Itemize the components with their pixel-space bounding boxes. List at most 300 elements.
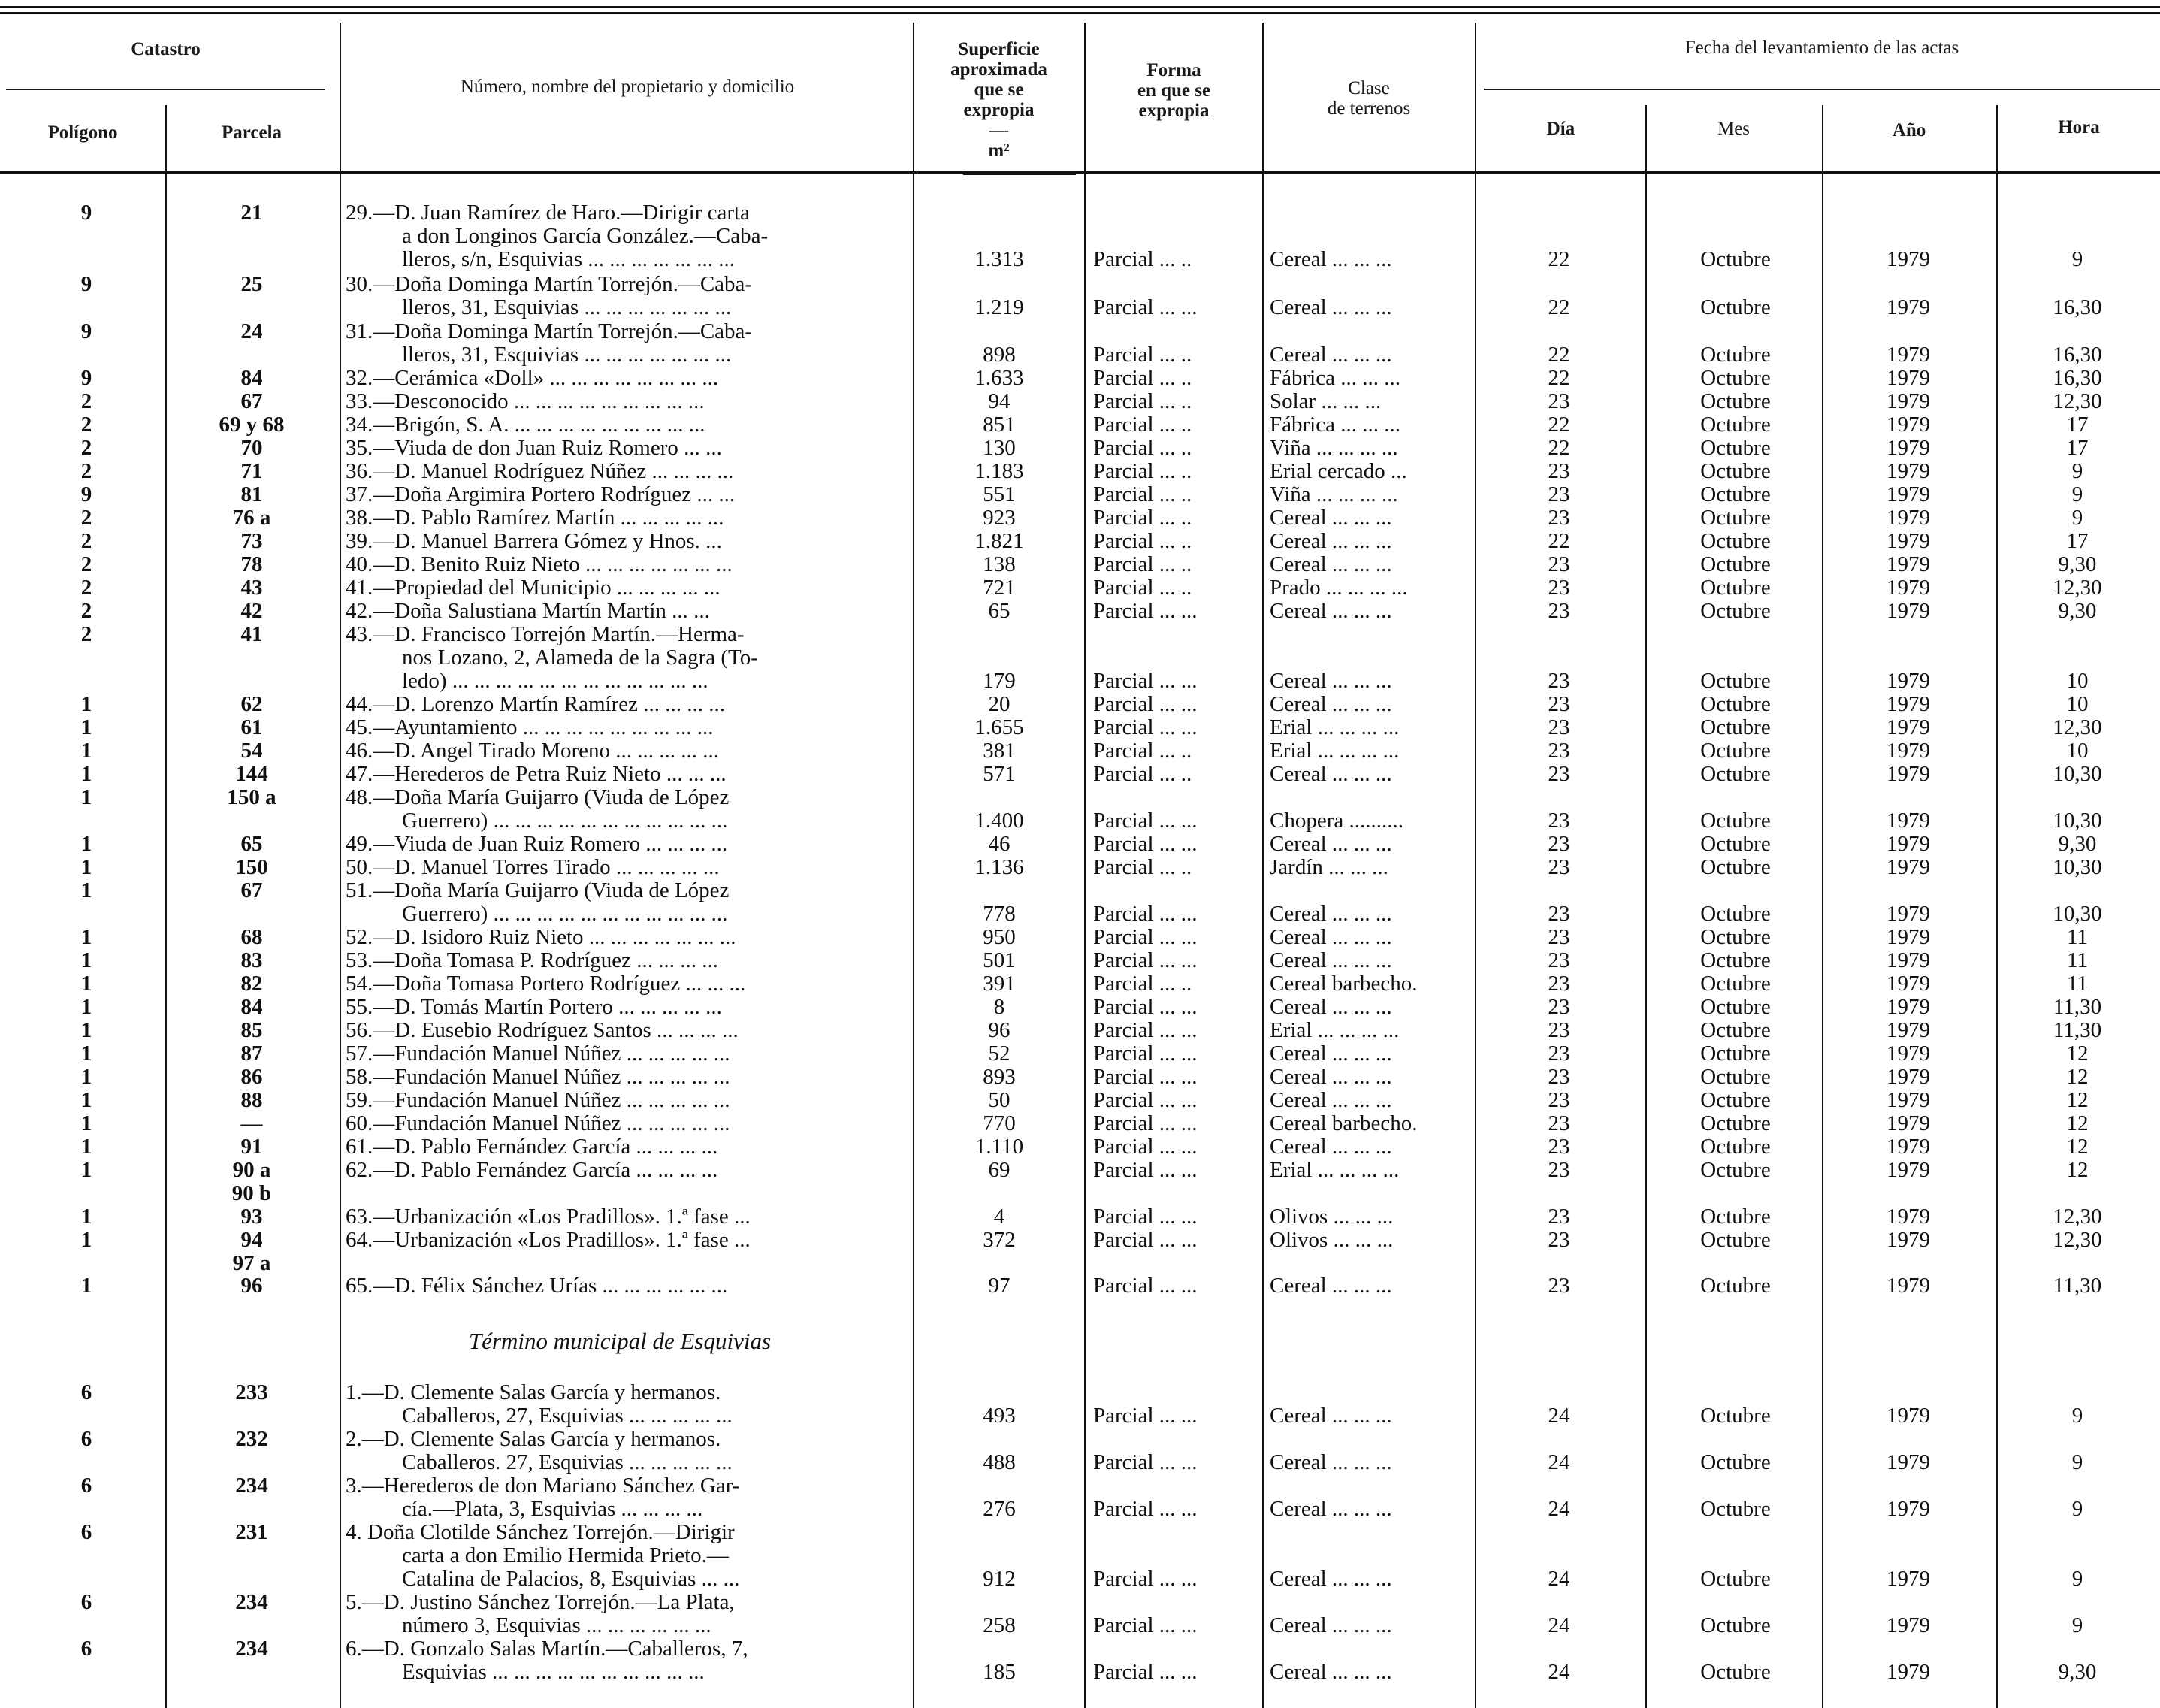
ano-cell: 1979 — [1887, 1205, 1930, 1229]
ano-cell: 1979 — [1887, 1089, 1930, 1112]
forma-cell: Parcial ... ... — [1093, 1205, 1198, 1229]
poligono-cell: 1 — [80, 1205, 92, 1229]
poligono-cell: 1 — [80, 1274, 92, 1298]
dia-cell: 24 — [1548, 1498, 1570, 1521]
table-row — [0, 1159, 2160, 1182]
parcela-cell: 150 a — [227, 786, 276, 809]
parcela-cell: 93 — [240, 1205, 263, 1229]
ano-cell: 1979 — [1887, 1042, 1930, 1066]
table-row — [0, 1182, 2160, 1205]
propietario-cell — [346, 483, 894, 506]
dia-cell: 23 — [1548, 1089, 1570, 1112]
parcela-cell: 25 — [240, 273, 263, 296]
forma-cell: Parcial ... ... — [1093, 1567, 1198, 1591]
dia-cell: 22 — [1548, 296, 1570, 319]
poligono-cell: 1 — [80, 716, 92, 739]
clase-cell: Cereal ... ... ... — [1270, 996, 1392, 1019]
table-row — [0, 1042, 2160, 1066]
propietario-line: 31.—Doña Dominga Martín Torrejón.—Caba- — [346, 320, 753, 343]
superficie-cell: 1.183 — [974, 460, 1024, 483]
table-row — [0, 483, 2160, 506]
hora-cell: 11,30 — [2053, 1019, 2102, 1042]
clase-cell: Cereal ... ... ... — [1270, 763, 1392, 786]
forma-cell: Parcial ... ... — [1093, 996, 1198, 1019]
table-row — [0, 1428, 2160, 1474]
mes-cell: Octubre — [1700, 343, 1771, 367]
forma-cell: Parcial ... .. — [1093, 530, 1192, 553]
dia-cell: 23 — [1548, 553, 1570, 576]
clase-cell: Cereal ... ... ... — [1270, 1661, 1392, 1684]
clase-cell: Cereal ... ... ... — [1270, 1066, 1392, 1089]
clase-cell: Fábrica ... ... ... — [1270, 367, 1400, 390]
superficie-cell: 893 — [983, 1066, 1016, 1089]
poligono-cell: 9 — [80, 483, 92, 506]
mes-cell: Octubre — [1700, 1019, 1771, 1042]
propietario-line: 36.—D. Manuel Rodríguez Núñez ... ... ... ... — [346, 460, 734, 483]
parcela-cell: 67 — [240, 879, 263, 902]
clase-cell: Cereal ... ... ... — [1270, 1089, 1392, 1112]
propietario-cell — [346, 1135, 894, 1159]
table-row — [0, 1474, 2160, 1521]
poligono-cell: 2 — [80, 506, 92, 530]
propietario-cell — [346, 1591, 894, 1637]
superficie-cell: 94 — [988, 390, 1011, 413]
hora-cell: 9 — [2071, 506, 2083, 530]
mes-cell: Octubre — [1700, 1567, 1771, 1591]
forma-cell: Parcial ... .. — [1093, 343, 1192, 367]
superficie-cell: 950 — [983, 926, 1016, 949]
hora-cell: 12,30 — [2053, 716, 2102, 739]
propietario-line: 53.—Doña Tomasa P. Rodríguez ... ... ... ... — [346, 949, 719, 972]
clase-cell: Jardín ... ... ... — [1270, 856, 1388, 879]
propietario-line: Caballeros. 27, Esquivias ... ... ... ... ... — [402, 1451, 733, 1474]
parcela-cell: 90 b — [231, 1182, 272, 1205]
mes-cell: Octubre — [1700, 248, 1771, 271]
mes-cell: Octubre — [1700, 1614, 1771, 1637]
ano-cell: 1979 — [1887, 1498, 1930, 1521]
mes-cell: Octubre — [1700, 716, 1771, 739]
mes-cell: Octubre — [1700, 833, 1771, 856]
superficie-cell: 138 — [983, 553, 1016, 576]
ano-cell: 1979 — [1887, 343, 1930, 367]
poligono-cell: 1 — [80, 1135, 92, 1159]
propietario-line: 49.—Viuda de Juan Ruiz Romero ... ... ... ... — [346, 833, 728, 856]
table-row — [0, 879, 2160, 926]
parcela-cell: 90 a — [232, 1159, 271, 1182]
forma-cell: Parcial ... .. — [1093, 413, 1192, 437]
hora-cell: 10 — [2066, 670, 2089, 693]
mes-cell: Octubre — [1700, 926, 1771, 949]
clase-cell: Cereal ... ... ... — [1270, 1498, 1392, 1521]
superficie-cell: 770 — [983, 1112, 1016, 1135]
poligono-cell: 1 — [80, 1042, 92, 1066]
superficie-cell: 69 — [988, 1159, 1011, 1182]
poligono-cell: 1 — [80, 949, 92, 972]
poligono-cell: 2 — [80, 390, 92, 413]
forma-cell: Parcial ... ... — [1093, 670, 1198, 693]
propietario-line: 43.—D. Francisco Torrejón Martín.—Herma- — [346, 623, 745, 646]
superficie-cell: 923 — [983, 506, 1016, 530]
hora-cell: 10,30 — [2053, 763, 2102, 786]
dia-cell: 23 — [1548, 576, 1570, 600]
clase-cell: Cereal barbecho. — [1270, 1112, 1418, 1135]
dia-cell: 23 — [1548, 716, 1570, 739]
superficie-cell: 185 — [983, 1661, 1016, 1684]
mes-cell: Octubre — [1700, 763, 1771, 786]
header-bottom-rule — [0, 171, 2160, 174]
hora-cell: 12,30 — [2053, 390, 2102, 413]
parcela-cell: 82 — [240, 972, 263, 996]
ano-cell: 1979 — [1887, 833, 1930, 856]
parcela-cell: 86 — [240, 1066, 263, 1089]
clase-cell: Erial ... ... ... ... — [1270, 1019, 1400, 1042]
ano-cell: 1979 — [1887, 553, 1930, 576]
poligono-cell: 1 — [80, 1229, 92, 1252]
clase-cell: Cereal ... ... ... — [1270, 248, 1392, 271]
forma-cell: Parcial ... ... — [1093, 1042, 1198, 1066]
superficie-cell: 97 — [988, 1274, 1011, 1298]
poligono-cell: 1 — [80, 1019, 92, 1042]
propietario-cell — [346, 1428, 894, 1474]
forma-cell: Parcial ... ... — [1093, 1019, 1198, 1042]
table-row — [0, 600, 2160, 623]
table-row — [0, 1112, 2160, 1135]
propietario-line: 30.—Doña Dominga Martín Torrejón.—Caba- — [346, 273, 753, 296]
forma-cell: Parcial ... ... — [1093, 809, 1198, 833]
poligono-cell: 6 — [80, 1521, 92, 1544]
clase-cell: Cereal ... ... ... — [1270, 1614, 1392, 1637]
ano-cell: 1979 — [1887, 856, 1930, 879]
clase-cell: Cereal ... ... ... — [1270, 670, 1392, 693]
hora-cell: 12 — [2066, 1112, 2089, 1135]
propietario-cell — [346, 1521, 894, 1591]
propietario-line: 42.—Doña Salustiana Martín Martín ... ... — [346, 600, 710, 623]
dia-cell: 23 — [1548, 693, 1570, 716]
mes-cell: Octubre — [1700, 1089, 1771, 1112]
dia-cell: 23 — [1548, 972, 1570, 996]
parcela-cell: 150 — [235, 856, 268, 879]
parcela-cell: 24 — [240, 320, 263, 343]
poligono-cell: 1 — [80, 693, 92, 716]
ano-cell: 1979 — [1887, 1135, 1930, 1159]
poligono-cell: 2 — [80, 623, 92, 646]
hora-cell: 9 — [2071, 460, 2083, 483]
propietario-line: Esquivias ... ... ... ... ... ... ... ... ... ... — [402, 1661, 705, 1684]
poligono-cell: 2 — [80, 576, 92, 600]
table-row — [0, 996, 2160, 1019]
table-row — [0, 460, 2160, 483]
ano-cell: 1979 — [1887, 1066, 1930, 1089]
propietario-cell — [346, 506, 894, 530]
hora-cell: 17 — [2066, 437, 2089, 460]
ano-cell: 1979 — [1887, 739, 1930, 763]
clase-cell: Cereal ... ... ... — [1270, 506, 1392, 530]
ano-cell: 1979 — [1887, 763, 1930, 786]
parcela-cell: 78 — [240, 553, 263, 576]
ano-cell: 1979 — [1887, 809, 1930, 833]
forma-cell: Parcial ... ... — [1093, 1404, 1198, 1428]
ano-cell: 1979 — [1887, 530, 1930, 553]
mes-cell: Octubre — [1700, 1159, 1771, 1182]
forma-cell: Parcial ... .. — [1093, 763, 1192, 786]
propietario-line: 54.—Doña Tomasa Portero Rodríguez ... ... ... — [346, 972, 746, 996]
propietario-cell — [346, 1381, 894, 1428]
dia-cell: 23 — [1548, 1042, 1570, 1066]
ano-cell: 1979 — [1887, 1274, 1930, 1298]
clase-cell: Prado ... ... ... ... — [1270, 576, 1408, 600]
parcela-cell: 69 y 68 — [219, 413, 285, 437]
mes-cell: Octubre — [1700, 809, 1771, 833]
hora-cell: 11 — [2067, 926, 2088, 949]
mes-cell: Octubre — [1700, 506, 1771, 530]
header-poligono: Polígono — [47, 122, 118, 143]
poligono-cell: 1 — [80, 996, 92, 1019]
poligono-cell: 2 — [80, 530, 92, 553]
dia-cell: 23 — [1548, 1205, 1570, 1229]
forma-cell: Parcial ... .. — [1093, 390, 1192, 413]
propietario-cell — [346, 1474, 894, 1521]
ano-cell: 1979 — [1887, 972, 1930, 996]
ano-cell: 1979 — [1887, 1567, 1930, 1591]
poligono-cell: 9 — [80, 320, 92, 343]
ano-cell: 1979 — [1887, 460, 1930, 483]
parcela-cell: 71 — [240, 460, 263, 483]
poligono-cell: 6 — [80, 1428, 92, 1451]
catastro-rule — [6, 89, 325, 90]
dia-cell: 22 — [1548, 437, 1570, 460]
mes-cell: Octubre — [1700, 413, 1771, 437]
dia-cell: 22 — [1548, 343, 1570, 367]
hora-cell: 11,30 — [2053, 1274, 2102, 1298]
ano-cell: 1979 — [1887, 1112, 1930, 1135]
clase-cell: Cereal ... ... ... — [1270, 600, 1392, 623]
dia-cell: 23 — [1548, 926, 1570, 949]
hora-cell: 11 — [2067, 972, 2088, 996]
dia-cell: 23 — [1548, 809, 1570, 833]
clase-cell: Cereal ... ... ... — [1270, 1135, 1392, 1159]
table-row — [0, 273, 2160, 319]
forma-cell: Parcial ... .. — [1093, 506, 1192, 530]
forma-cell: Parcial ... .. — [1093, 460, 1192, 483]
forma-cell: Parcial ... .. — [1093, 367, 1192, 390]
poligono-cell: 1 — [80, 763, 92, 786]
ano-cell: 1979 — [1887, 926, 1930, 949]
table-row — [0, 390, 2160, 413]
forma-cell: Parcial ... ... — [1093, 600, 1198, 623]
propietario-line: nos Lozano, 2, Alameda de la Sagra (To- — [402, 646, 758, 670]
forma-cell: Parcial ... ... — [1093, 1112, 1198, 1135]
poligono-cell: 6 — [80, 1591, 92, 1614]
forma-cell: Parcial ... ... — [1093, 1451, 1198, 1474]
table-row — [0, 786, 2160, 833]
forma-cell: Parcial ... .. — [1093, 856, 1192, 879]
superficie-cell: 501 — [983, 949, 1016, 972]
parcela-cell: 73 — [240, 530, 263, 553]
propietario-cell — [346, 460, 894, 483]
clase-cell: Cereal ... ... ... — [1270, 833, 1392, 856]
forma-cell: Parcial ... ... — [1093, 1066, 1198, 1089]
dia-cell: 23 — [1548, 1019, 1570, 1042]
clase-cell: Solar ... ... ... — [1270, 390, 1382, 413]
dia-cell: 23 — [1548, 483, 1570, 506]
hora-cell: 9,30 — [2058, 600, 2097, 623]
clase-cell: Cereal ... ... ... — [1270, 1451, 1392, 1474]
propietario-cell — [346, 1089, 894, 1112]
clase-cell: Erial cercado ... — [1270, 460, 1407, 483]
parcela-cell: 61 — [240, 716, 263, 739]
forma-cell: Parcial ... .. — [1093, 483, 1192, 506]
propietario-line: 45.—Ayuntamiento ... ... ... ... ... ... ... ... ... — [346, 716, 714, 739]
forma-cell: Parcial ... .. — [1093, 972, 1192, 996]
mes-cell: Octubre — [1700, 670, 1771, 693]
superficie-cell: 96 — [988, 1019, 1011, 1042]
fecha-rule — [1484, 89, 2160, 90]
propietario-cell — [346, 1066, 894, 1089]
superficie-cell: 46 — [988, 833, 1011, 856]
poligono-cell: 9 — [80, 367, 92, 390]
hora-cell: 9 — [2071, 248, 2083, 271]
ano-cell: 1979 — [1887, 716, 1930, 739]
hora-cell: 9,30 — [2058, 553, 2097, 576]
dia-cell: 22 — [1548, 530, 1570, 553]
hora-cell: 9 — [2071, 1614, 2083, 1637]
superficie-cell: 258 — [983, 1614, 1016, 1637]
propietario-cell — [346, 320, 894, 367]
forma-cell: Parcial ... .. — [1093, 553, 1192, 576]
superficie-cell: 276 — [983, 1498, 1016, 1521]
superficie-cell: 391 — [983, 972, 1016, 996]
dia-cell: 23 — [1548, 1229, 1570, 1252]
dia-cell: 22 — [1548, 413, 1570, 437]
propietario-line: 3.—Herederos de don Mariano Sánchez Gar- — [346, 1474, 740, 1498]
clase-cell: Olivos ... ... ... — [1270, 1205, 1394, 1229]
poligono-cell: 1 — [80, 926, 92, 949]
table-row — [0, 1089, 2160, 1112]
propietario-cell — [346, 1637, 894, 1684]
hora-cell: 12 — [2066, 1135, 2089, 1159]
forma-cell: Parcial ... ... — [1093, 902, 1198, 926]
parcela-cell: 85 — [240, 1019, 263, 1042]
forma-cell: Parcial ... ... — [1093, 296, 1198, 319]
propietario-line: 44.—D. Lorenzo Martín Ramírez ... ... ... ... — [346, 693, 725, 716]
propietario-line: 4. Doña Clotilde Sánchez Torrejón.—Dirigir — [346, 1521, 735, 1544]
parcela-cell: 232 — [235, 1428, 268, 1451]
propietario-line: 51.—Doña María Guijarro (Viuda de López — [346, 879, 730, 902]
hora-cell: 12 — [2066, 1042, 2089, 1066]
hora-cell: 16,30 — [2053, 367, 2102, 390]
superficie-cell: 52 — [988, 1042, 1011, 1066]
ano-cell: 1979 — [1887, 413, 1930, 437]
propietario-cell — [346, 1019, 894, 1042]
table-row — [0, 1381, 2160, 1428]
propietario-line: cía.—Plata, 3, Esquivias ... ... ... ... — [402, 1498, 703, 1521]
clase-cell: Cereal ... ... ... — [1270, 1567, 1392, 1591]
forma-cell: Parcial ... ... — [1093, 1274, 1198, 1298]
forma-cell: Parcial ... ... — [1093, 716, 1198, 739]
dia-cell: 22 — [1548, 367, 1570, 390]
poligono-cell: 2 — [80, 413, 92, 437]
superficie-cell: 8 — [993, 996, 1005, 1019]
propietario-line: 63.—Urbanización «Los Pradillos». 1.ª fase ... — [346, 1205, 751, 1229]
table-row — [0, 623, 2160, 693]
superficie-cell: 1.633 — [974, 367, 1024, 390]
poligono-cell: 9 — [80, 201, 92, 225]
dia-cell: 23 — [1548, 739, 1570, 763]
superficie-cell: 778 — [983, 902, 1016, 926]
header-propietario: Número, nombre del propietario y domicilio — [460, 77, 795, 97]
table-row — [0, 530, 2160, 553]
parcela-cell: 21 — [240, 201, 263, 225]
clase-cell: Cereal ... ... ... — [1270, 926, 1392, 949]
ano-cell: 1979 — [1887, 1661, 1930, 1684]
propietario-line: 46.—D. Angel Tirado Moreno ... ... ... ... ... — [346, 739, 720, 763]
ano-cell: 1979 — [1887, 296, 1930, 319]
ano-cell: 1979 — [1887, 437, 1930, 460]
clase-cell: Fábrica ... ... ... — [1270, 413, 1400, 437]
hora-cell: 10 — [2066, 739, 2089, 763]
parcela-cell: 62 — [240, 693, 263, 716]
hora-cell: 12,30 — [2053, 1229, 2102, 1252]
dia-cell: 23 — [1548, 902, 1570, 926]
poligono-cell: 2 — [80, 460, 92, 483]
mes-cell: Octubre — [1700, 949, 1771, 972]
parcela-cell: 144 — [235, 763, 268, 786]
parcela-cell: 96 — [240, 1274, 263, 1298]
poligono-cell: 6 — [80, 1637, 92, 1661]
propietario-line: carta a don Emilio Hermida Prieto.— — [402, 1544, 729, 1567]
header-fecha: Fecha del levantamiento de las actas — [1684, 38, 1959, 58]
top-rule-thin — [0, 12, 2160, 14]
hora-cell: 12 — [2066, 1089, 2089, 1112]
table-row — [0, 1521, 2160, 1591]
ano-cell: 1979 — [1887, 1229, 1930, 1252]
poligono-cell: 1 — [80, 739, 92, 763]
propietario-line: 47.—Herederos de Petra Ruiz Nieto ... ... ... — [346, 763, 727, 786]
forma-cell: Parcial ... ... — [1093, 1498, 1198, 1521]
propietario-cell — [346, 739, 894, 763]
table-row — [0, 926, 2160, 949]
forma-cell: Parcial ... .. — [1093, 437, 1192, 460]
hora-cell: 9 — [2071, 483, 2083, 506]
clase-cell: Viña ... ... ... ... — [1270, 437, 1398, 460]
poligono-cell: 6 — [80, 1381, 92, 1404]
propietario-line: lleros, 31, Esquivias ... ... ... ... ... ... ... — [402, 343, 732, 367]
poligono-cell: 2 — [80, 600, 92, 623]
parcela-cell: 234 — [235, 1637, 268, 1661]
propietario-cell — [346, 786, 894, 833]
forma-cell: Parcial ... .. — [1093, 576, 1192, 600]
propietario-line: 62.—D. Pablo Fernández García ... ... ... ... — [346, 1159, 718, 1182]
dia-cell: 23 — [1548, 506, 1570, 530]
parcela-cell: 84 — [240, 367, 263, 390]
superficie-cell: 372 — [983, 1229, 1016, 1252]
superficie-cell: 1.400 — [974, 809, 1024, 833]
ano-cell: 1979 — [1887, 506, 1930, 530]
forma-cell: Parcial ... ... — [1093, 1135, 1198, 1159]
propietario-line: 55.—D. Tomás Martín Portero ... ... ... ... ... — [346, 996, 722, 1019]
superficie-cell: 488 — [983, 1451, 1016, 1474]
parcela-cell: 234 — [235, 1591, 268, 1614]
dia-cell: 22 — [1548, 248, 1570, 271]
dia-cell: 23 — [1548, 996, 1570, 1019]
clase-cell: Cereal ... ... ... — [1270, 902, 1392, 926]
superficie-rule — [963, 173, 1076, 175]
mes-cell: Octubre — [1700, 1498, 1771, 1521]
propietario-line: 33.—Desconocido ... ... ... ... ... ... ... ... ... — [346, 390, 705, 413]
propietario-line: Guerrero) ... ... ... ... ... ... ... ... ... ... ... — [402, 902, 728, 926]
superficie-cell: 65 — [988, 600, 1011, 623]
mes-cell: Octubre — [1700, 1135, 1771, 1159]
